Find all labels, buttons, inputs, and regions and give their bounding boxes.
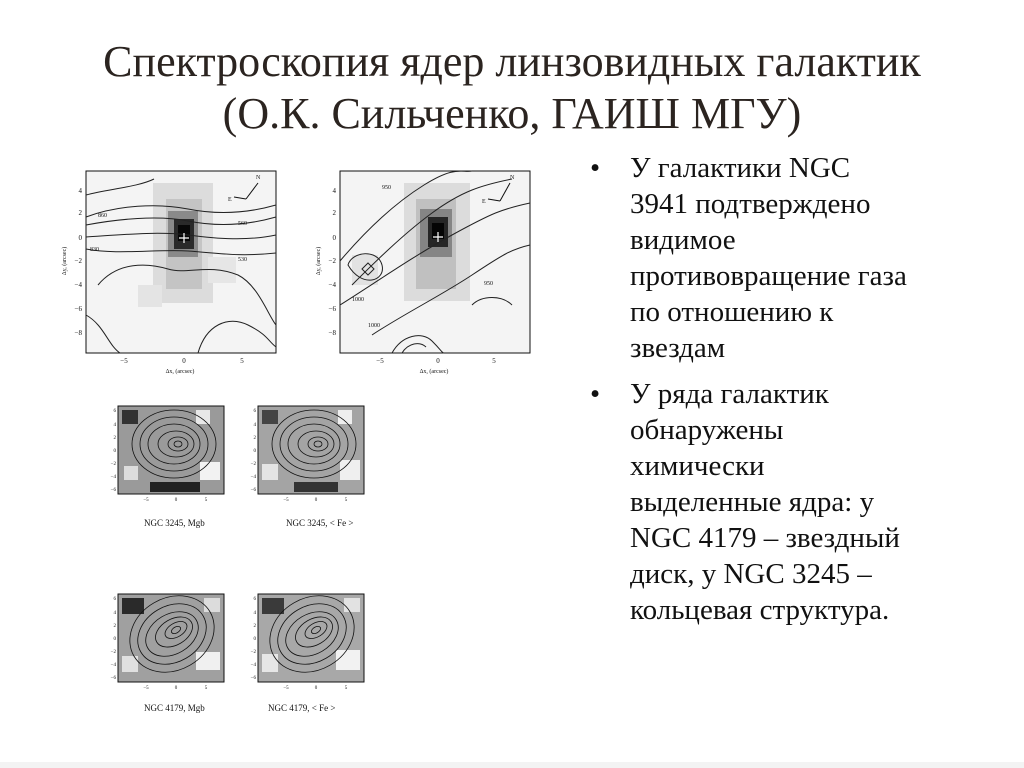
- bullet-2-line-5: NGC 4179 – звездный: [630, 522, 900, 554]
- y-tick-label: −4: [250, 663, 256, 668]
- contour-label: 1000: [352, 297, 364, 303]
- velocity-map-left: [58, 165, 283, 375]
- x-tick-label: 5: [344, 498, 348, 503]
- x-tick-label: 5: [492, 357, 496, 365]
- y-tick-label: −6: [328, 305, 336, 313]
- bullet-2-line-6: диск, у NGC 3245 –: [630, 558, 872, 590]
- bullet-item-2: [588, 376, 988, 628]
- y-axis-label: Δy, (arcsec): [62, 246, 68, 276]
- index-map-2: [240, 402, 370, 528]
- slide-title: [0, 36, 1024, 140]
- y-tick-label: 2: [113, 436, 116, 441]
- x-tick-label: 0: [314, 498, 318, 503]
- bullet-2-line-7: кольцевая структура.: [630, 594, 890, 626]
- y-tick-label: −2: [250, 650, 256, 655]
- y-tick-label: 4: [253, 611, 256, 616]
- y-tick-label: −4: [110, 475, 116, 480]
- bullet-marker: •: [590, 378, 601, 410]
- bullet-2-line-2: обнаружены: [630, 414, 784, 446]
- bullet-1-line-4: противовращение газа: [630, 260, 907, 292]
- y-tick-label: 4: [253, 423, 256, 428]
- contour-label: 950: [382, 185, 391, 191]
- bullet-1-line-2: 3941 подтверждено: [630, 188, 871, 220]
- bullet-list: [588, 150, 988, 638]
- index-map-caption: NGC 4179, Mgb: [144, 703, 205, 713]
- contour-label: 1000: [368, 323, 380, 329]
- title-line-1: Спектроскопия ядер линзовидных галактик: [103, 37, 921, 86]
- x-tick-label: 5: [204, 686, 208, 691]
- index-map-3: [100, 590, 230, 713]
- x-tick-label: −5: [376, 357, 384, 365]
- bullet-1-line-6: звездам: [630, 332, 726, 364]
- bullet-1-line-1: У галактики NGC: [630, 152, 851, 184]
- y-tick-label: −6: [250, 488, 256, 493]
- y-axis-label: Δy, (arcsec): [316, 246, 322, 276]
- bullet-2-line-1: У ряда галактик: [630, 378, 829, 410]
- index-map-caption: NGC 3245, Mgb: [144, 518, 205, 528]
- y-tick-label: −2: [250, 462, 256, 467]
- compass-east-label: E: [482, 199, 486, 205]
- index-map-caption: NGC 3245, < Fe >: [286, 518, 354, 528]
- y-tick-label: 6: [113, 597, 116, 602]
- x-tick-label: −5: [120, 357, 128, 365]
- x-tick-label: −5: [143, 686, 149, 691]
- y-tick-label: 2: [78, 209, 82, 217]
- bullet-1-line-3: видимое: [630, 224, 736, 256]
- y-tick-label: 0: [78, 234, 82, 242]
- y-tick-label: 0: [253, 449, 256, 454]
- bullet-1-line-5: по отношению к: [630, 296, 834, 328]
- x-axis-label: Δx, (arcsec): [165, 369, 195, 375]
- contour-label: 860: [98, 213, 107, 219]
- y-tick-label: 2: [113, 624, 116, 629]
- bullet-2-line-3: химически: [630, 450, 765, 482]
- x-tick-label: 0: [174, 686, 178, 691]
- x-tick-label: 0: [182, 357, 186, 365]
- x-tick-label: 5: [240, 357, 244, 365]
- bottom-divider: [0, 762, 1024, 768]
- bullet-item-1: [588, 150, 988, 366]
- title-line-2: (О.К. Сильченко, ГАИШ МГУ): [222, 89, 802, 138]
- contour-label: 830: [90, 247, 99, 253]
- x-tick-label: 0: [174, 498, 178, 503]
- y-tick-label: 0: [332, 234, 336, 242]
- x-tick-label: 5: [344, 686, 348, 691]
- x-axis-label: Δx, (arcsec): [419, 369, 449, 375]
- x-tick-label: −5: [283, 498, 289, 503]
- bullet-marker: •: [590, 152, 601, 184]
- bullet-2-line-4: выделенные ядра: у: [630, 486, 875, 518]
- y-tick-label: 6: [253, 597, 256, 602]
- x-tick-label: −5: [143, 498, 149, 503]
- y-tick-label: 4: [113, 423, 116, 428]
- y-tick-label: 2: [253, 436, 256, 441]
- index-map-1: [100, 402, 230, 528]
- compass-north-label: N: [510, 175, 515, 181]
- y-tick-label: 0: [253, 637, 256, 642]
- x-tick-label: 0: [314, 686, 318, 691]
- y-tick-label: −4: [74, 281, 82, 289]
- y-tick-label: 4: [78, 187, 82, 195]
- index-map-caption: NGC 4179, < Fe >: [268, 703, 336, 713]
- contour-label: 530: [238, 257, 247, 263]
- contour-label: 950: [484, 281, 493, 287]
- y-tick-label: 2: [332, 209, 336, 217]
- y-tick-label: −6: [74, 305, 82, 313]
- y-tick-label: −2: [110, 650, 116, 655]
- y-tick-label: −4: [110, 663, 116, 668]
- y-tick-label: 0: [113, 449, 116, 454]
- y-tick-label: −2: [110, 462, 116, 467]
- y-tick-label: 4: [113, 611, 116, 616]
- x-tick-label: 5: [204, 498, 208, 503]
- y-tick-label: −6: [110, 488, 116, 493]
- y-tick-label: −2: [328, 257, 336, 265]
- y-tick-label: −2: [74, 257, 82, 265]
- x-tick-label: −5: [283, 686, 289, 691]
- y-tick-label: −8: [328, 329, 336, 337]
- y-tick-label: 0: [113, 637, 116, 642]
- y-tick-label: 4: [332, 187, 336, 195]
- velocity-map-right: [312, 165, 537, 375]
- y-tick-label: 6: [253, 409, 256, 414]
- y-tick-label: −4: [250, 475, 256, 480]
- y-tick-label: −8: [74, 329, 82, 337]
- index-map-4: [240, 590, 370, 713]
- y-tick-label: −6: [250, 676, 256, 681]
- y-tick-label: −6: [110, 676, 116, 681]
- y-tick-label: −4: [328, 281, 336, 289]
- compass-north-label: N: [256, 175, 261, 181]
- x-tick-label: 0: [436, 357, 440, 365]
- y-tick-label: 2: [253, 624, 256, 629]
- compass-east-label: E: [228, 197, 232, 203]
- contour-label: 560: [238, 221, 247, 227]
- y-tick-label: 6: [113, 409, 116, 414]
